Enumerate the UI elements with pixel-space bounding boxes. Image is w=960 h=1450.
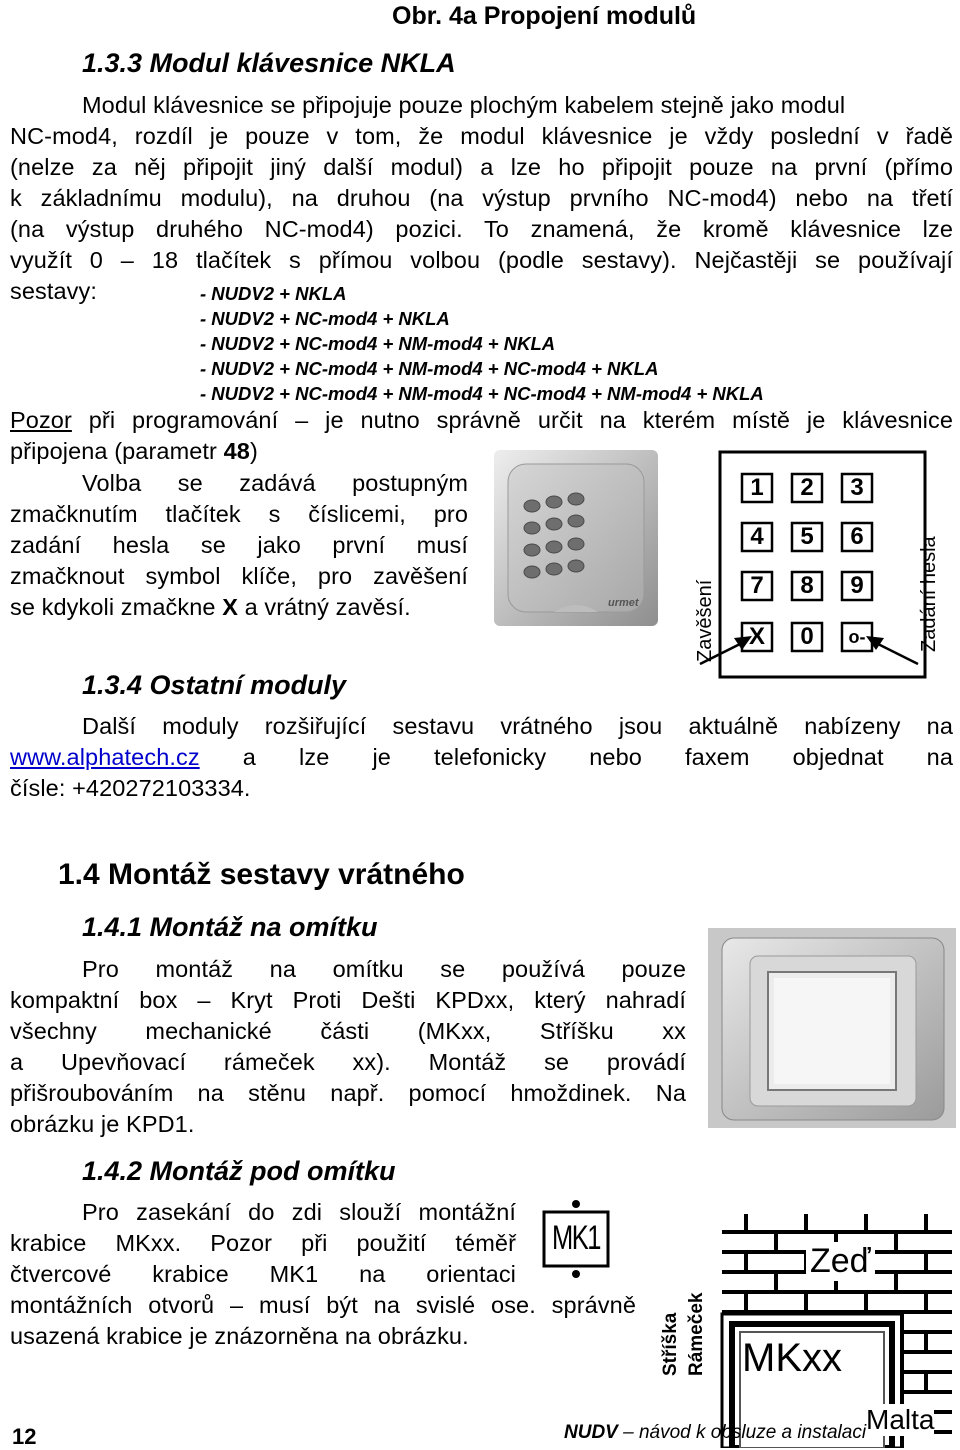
sestava-item: - NUDV2 + NC-mod4 + NM-mod4 + NKLA bbox=[200, 333, 556, 354]
sestava-item: - NUDV2 + NKLA bbox=[200, 283, 347, 304]
wall-diagram bbox=[656, 1212, 956, 1448]
paragraph-line: kompaktní box – Kryt Proti Dešti KPDxx, který nahradí bbox=[10, 987, 686, 1013]
section-1-4-2-heading: 1.4.2 Montáž pod omítku bbox=[82, 1156, 396, 1186]
label-zaveseni: Zavěšení bbox=[694, 579, 716, 662]
paragraph-line: a Upevňovací rámeček xx). Montáž se provádí bbox=[10, 1049, 686, 1075]
paragraph-line: (na výstup druhého NC-mod4) pozici. To znamená, že kromě klávesnice lze bbox=[10, 216, 953, 242]
paragraph-line: čtvercové krabice MK1 na orientaci bbox=[10, 1261, 516, 1287]
wall-malta-label: Malta bbox=[866, 1404, 935, 1435]
paragraph-text: a lze je telefonicky nebo faxem objednat na bbox=[199, 744, 953, 770]
figure-caption: Obr. 4a Propojení modulů bbox=[392, 2, 697, 30]
paragraph-line: Pro montáž na omítku se používá pouze bbox=[82, 956, 686, 982]
section-1-4-1-heading: 1.4.1 Montáž na omítku bbox=[82, 912, 378, 942]
page-number: 12 bbox=[12, 1424, 37, 1449]
pozor-text-2: připojena (parametr bbox=[10, 438, 224, 464]
mk1-diagram bbox=[540, 1198, 612, 1282]
paragraph-line: Další moduly rozšiřující sestavu vrátného jsou aktuálně nabízeny na bbox=[82, 713, 953, 739]
keypad-diagram bbox=[672, 450, 960, 682]
sestavy-label: sestavy: bbox=[10, 278, 97, 304]
parameter-number: 48 bbox=[223, 438, 250, 464]
wall-striska-label: Stříška bbox=[660, 1312, 681, 1376]
mk1-label: MK1 bbox=[552, 1219, 600, 1257]
kpd1-photo bbox=[708, 928, 956, 1128]
paragraph-line: krabice MKxx. Pozor při použití téměř bbox=[10, 1230, 516, 1256]
sestava-item: - NUDV2 + NC-mod4 + NKLA bbox=[200, 308, 450, 329]
key-3: 3 bbox=[850, 474, 864, 501]
pozor-text: při programování – je nutno správně určit na kterém místě je klávesnice bbox=[71, 407, 953, 433]
footer-title-rest: – návod k obsluze a instalaci bbox=[617, 1422, 867, 1443]
key-9: 9 bbox=[850, 572, 864, 599]
paragraph-line: k základnímu modulu), na druhou (na výstup prvního NC-mod4) nebo na třetí bbox=[10, 185, 953, 211]
pozor-word: Pozor bbox=[10, 407, 72, 433]
key-6: 6 bbox=[850, 523, 864, 550]
paragraph-line: přišroubováním na stěnu např. pomocí hmoždinek. Na bbox=[10, 1080, 686, 1106]
section-1-3-3-heading: 1.3.3 Modul klávesnice NKLA bbox=[82, 48, 456, 78]
paragraph-line: čísle: +420272103334. bbox=[10, 775, 251, 801]
key-7: 7 bbox=[750, 572, 764, 599]
volba-line: zmačknutím tlačítek s číslicemi, pro bbox=[10, 501, 468, 527]
paragraph-line: (nelze za něj připojit jiný další modul) a lze ho připojit pouze na první (přímo bbox=[10, 154, 953, 180]
paragraph-line: využít 0 – 18 tlačítek s přímou volbou (podle sestavy). Nejčastěji se používají bbox=[10, 247, 953, 273]
wall-zed-label: Zeď bbox=[806, 1242, 875, 1281]
pozor-line-2 bbox=[10, 436, 258, 467]
volba-x: X bbox=[222, 594, 238, 620]
keypad-photo bbox=[494, 450, 658, 626]
key-icon: o- bbox=[848, 627, 866, 647]
key-x: X bbox=[748, 623, 765, 650]
wall-ramecek-label: Rámeček bbox=[686, 1292, 707, 1376]
section-1-4-heading: 1.4 Montáž sestavy vrátného bbox=[58, 858, 465, 891]
key-2: 2 bbox=[800, 474, 814, 501]
key-8: 8 bbox=[800, 572, 814, 599]
footer-title bbox=[564, 1422, 866, 1444]
volba-line: zadání hesla se jako první musí bbox=[10, 532, 468, 558]
footer-title-bold: NUDV bbox=[564, 1422, 618, 1443]
paragraph-line bbox=[10, 742, 953, 773]
volba-text-b: a vrátný zavěsí. bbox=[237, 594, 411, 620]
volba-text-a: se kdykoli zmačkne bbox=[10, 594, 223, 620]
volba-line-last bbox=[10, 592, 411, 623]
key-1: 1 bbox=[750, 474, 764, 501]
paragraph-line: obrázku je KPD1. bbox=[10, 1111, 195, 1137]
volba-line: Volba se zadává postupným bbox=[82, 470, 468, 496]
wall-mkxx-label: MKxx bbox=[742, 1336, 842, 1380]
volba-line: zmačknout symbol klíče, pro zavěšení bbox=[10, 563, 468, 589]
paragraph-line: Modul klávesnice se připojuje pouze plochým kabelem stejně jako modul bbox=[82, 92, 846, 118]
paragraph-line: všechny mechanické části (MKxx, Stříšku xx bbox=[10, 1018, 686, 1044]
paragraph-line: usazená krabice je znázorněna na obrázku. bbox=[10, 1323, 469, 1349]
pozor-text-3: ) bbox=[249, 438, 258, 464]
label-zadani-hesla: Zadání hesla bbox=[918, 536, 940, 652]
pozor-line bbox=[10, 405, 953, 436]
paragraph-line: Pro zasekání do zdi slouží montážní bbox=[82, 1199, 516, 1225]
brand-logo: urmet bbox=[608, 597, 639, 609]
sestava-item: - NUDV2 + NC-mod4 + NM-mod4 + NC-mod4 + NM-mod4 + NKLA bbox=[200, 383, 764, 404]
alphatech-link[interactable]: www.alphatech.cz bbox=[10, 744, 200, 770]
paragraph-line: NC-mod4, rozdíl je pouze v tom, že modul klávesnice je vždy poslední v řadě bbox=[10, 123, 953, 149]
paragraph-line: montážních otvorů – musí být na svislé ose. správně bbox=[10, 1292, 636, 1318]
section-1-3-4-heading: 1.3.4 Ostatní moduly bbox=[82, 670, 347, 700]
key-5: 5 bbox=[800, 523, 814, 550]
key-4: 4 bbox=[750, 523, 764, 550]
key-0: 0 bbox=[800, 623, 814, 650]
sestava-item: - NUDV2 + NC-mod4 + NM-mod4 + NC-mod4 + NKLA bbox=[200, 358, 659, 379]
